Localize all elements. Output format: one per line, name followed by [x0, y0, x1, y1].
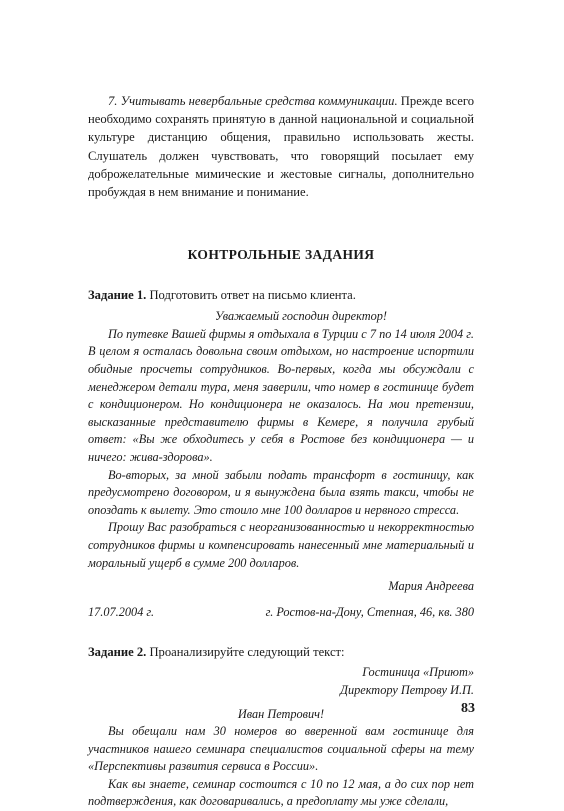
letter-paragraph: Во-вторых, за мной забыли подать трансфорт в гостиницу, как предусмотрено договором, и я вынуждена была взять такси, чтобы не опоздать к вылету. Это стоило мне 100 долларов и нервного стресса. [88, 467, 474, 517]
recipient-line-2: Директору Петрову И.П. [340, 682, 474, 697]
task-2-statement [88, 643, 474, 661]
task-1-statement [88, 286, 474, 304]
letter-address: г. Ростов-на-Дону, Степная, 46, кв. 380 [265, 604, 474, 619]
item-7-text: Прежде всего необходимо сохранять принятую в данной национальной и социальной культуре дистанцию общения, правильно использовать жесты. Слушатель должен чувствовать, что говорящий посылает ему доброжелательные мимические и жестовые сигналы, дополнительно пробуждая в нем внимание и понимание. [88, 94, 474, 200]
letter-paragraph: По путевке Вашей фирмы я отдыхала в Турции с 7 по 14 июля 2004 г. В целом я осталась довольна своим отдыхом, но настроение испортили обидные просчеты сотрудников. Во-первых, когда мы обсуждали с менеджером детали тура, меня заверили, что номер в гостинице будет с кондиционером. Но кондиционера не оказалось. На мои претензии, высказанные представителю фирмы в Кемере, я получила грубый ответ: «Вы же обходитесь у себя в Ростове без кондиционера — и ничего: жива-здорова». [88, 326, 474, 464]
hotel-letter [88, 664, 474, 811]
hotel-letter-paragraph: Как вы знаете, семинар состоится с 10 по 12 мая, а до сих пор нет подтверждения, как договаривались, а предоплату мы уже сделали, [88, 776, 474, 809]
letter-greeting: Уважаемый господин директор! [215, 309, 387, 324]
task-1-text: Подготовить ответ на письмо клиента. [146, 288, 356, 303]
letter-date: 17.07.2004 г. [88, 604, 155, 619]
recipient-line-1: Гостиница «Приют» [362, 665, 474, 680]
task-2-label: Задание 2. [88, 645, 147, 660]
page-number: 83 [461, 701, 475, 716]
task-2-text: Проанализируйте следующий текст: [146, 645, 345, 660]
hotel-letter-paragraph: Вы обещали нам 30 номеров во вверенной вам гостинице для участников нашего семинара специалистов социальной сферы на тему «Перспективы развития сервиса в России». [88, 724, 474, 774]
letter-paragraph: Прошу Вас разобраться с неорганизованностью и некорректностью сотрудников фирмы и компенсировать нанесенный мне материальный и моральный ущерб в сумме 200 долларов. [88, 520, 474, 570]
client-letter [88, 308, 474, 621]
hotel-letter-greeting: Иван Петрович! [237, 706, 325, 721]
section-heading: КОНТРОЛЬНЫЕ ЗАДАНИЯ [187, 247, 375, 263]
letter-date-address [88, 604, 474, 622]
item-7-title: 7. Учитывать невербальные средства коммуникации. [108, 94, 398, 108]
letter-signature: Мария Андреева [388, 579, 474, 594]
task-1-label: Задание 1. [88, 288, 147, 303]
item-7-paragraph [88, 92, 474, 201]
page-content [88, 92, 474, 811]
